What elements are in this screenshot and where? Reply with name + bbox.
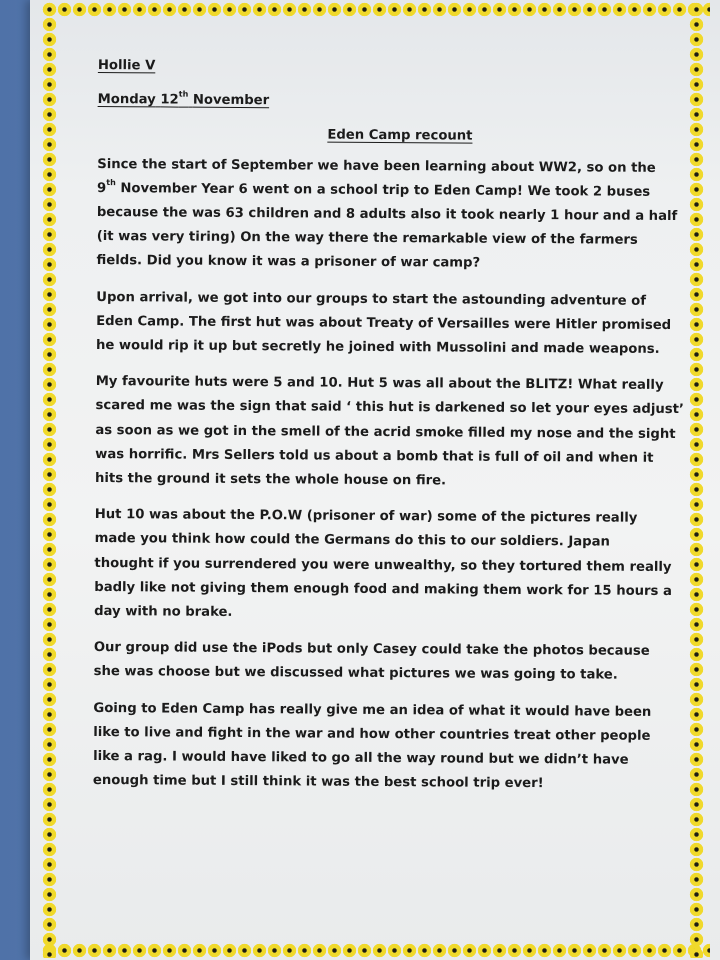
paragraph-list [92,153,685,798]
text-line: Hut 10 was about the P.O.W (prisoner of war) some of the pictures really [94,507,638,527]
text-line: as soon as we got in the smell of the acrid smoke filled my nose and the sight [95,422,676,442]
date-month: November [192,92,270,109]
text-line: made you think how could the Germans do this to our soldiers. Japan [94,531,610,551]
radiation-border-top [42,2,710,17]
text-line: Going to Eden Camp has really give me an idea of what it would have been [93,700,652,720]
paragraph-2 [96,286,681,363]
text-line: thought if you surrendered you were unwealthy, so they tortured them really [94,555,672,575]
text-line: Upon arrival, we got into our groups to start the astounding adventure of [96,289,647,309]
text-line: she was choose but we discussed what pictures we was going to take. [93,664,618,684]
text-line: was horrific. Mrs Sellers told us about a bomb that is full of oil and when it [95,446,654,466]
date-day: 12 [160,92,179,108]
text-line: badly like not giving them enough food and making them work for 15 hours a [94,579,672,599]
text-line: Eden Camp. The first hut was about Treaty of Versailles were Hitler promised [96,313,672,333]
text-line: because the was 63 children and 8 adults also it took nearly 1 hour and a half [96,205,678,225]
text-line: like a rag. I would have liked to go all the way round but we didn’t have [93,749,629,768]
line-post: November Year 6 went on a school trip to Eden Camp! We took 2 buses [115,180,651,200]
radiation-border-bottom [42,943,710,958]
date-suffix: th [178,89,189,99]
text-line: Our group did use the iPods but only Casey could take the photos because [93,640,650,660]
paragraph-1 [96,153,682,278]
paragraph-4 [94,503,680,628]
radiation-border-right [689,2,704,958]
text-line: My favourite huts were 5 and 10. Hut 5 was all about the BLITZ! What really [95,374,664,394]
title-block [97,122,682,150]
radiation-border-left [42,2,57,958]
recount-text [93,54,683,810]
text-line: he would rip it up but secretly he joined with Mussolini and made weapons. [95,338,660,357]
text-line: fields. Did you know it was a prisoner of war camp? [96,253,481,272]
line-sup: th [106,177,116,187]
text-line: Since the start of September we have been learning about WW2, so on the [97,156,656,176]
text-line: hits the ground it sets the whole house on fire. [94,471,447,489]
text-line: (it was very tiring) On the way there the remarkable view of the farmers [96,229,638,248]
paragraph-6 [93,697,679,798]
text-line: enough time but I still think it was the best school trip ever! [92,773,544,792]
text-line: scared me was the sign that said ‘ this hut is darkened so let your eyes adjust’ [95,398,685,418]
date-weekday: Monday [97,92,156,108]
author-name: Hollie V [97,57,156,74]
date-heading [98,88,270,113]
author-name-block [98,54,683,82]
paragraph-3 [94,370,685,495]
recount-title: Eden Camp recount [327,128,473,145]
line-pre: 9 [97,180,107,196]
paragraph-5 [94,636,679,688]
date-block [98,88,683,116]
text-line: like to live and fight in the war and how other countries treat other people [93,724,651,744]
text-line: day with no brake. [94,604,233,621]
